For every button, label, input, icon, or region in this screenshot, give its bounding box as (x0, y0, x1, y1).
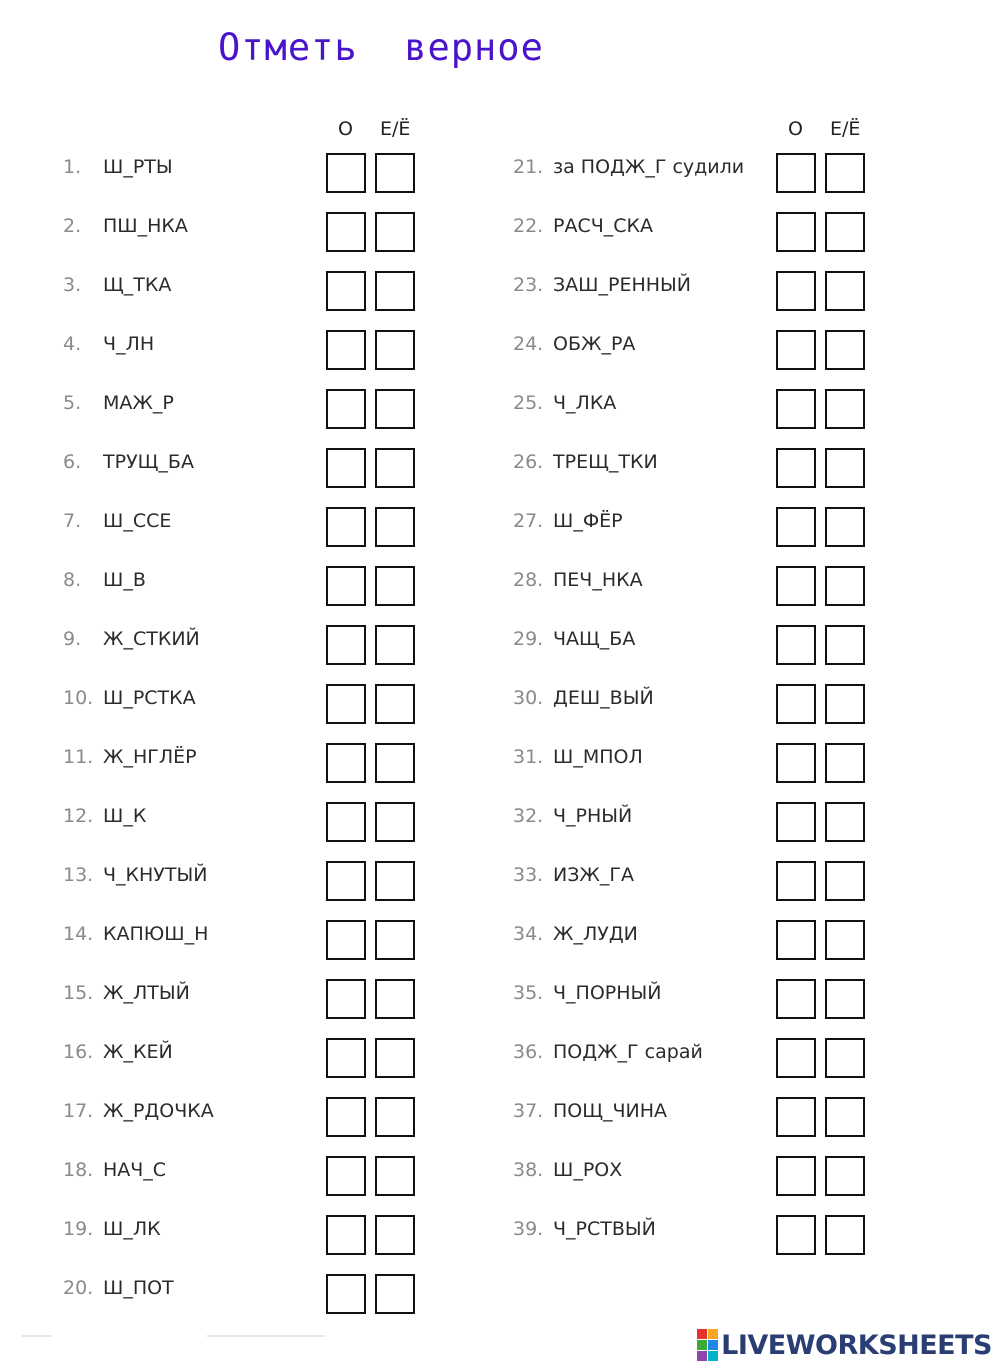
divider (207, 1335, 325, 1337)
list-item (0, 212, 440, 271)
item-number: 31. (513, 746, 544, 768)
checkbox-o[interactable] (326, 1097, 366, 1137)
item-number: 1. (63, 156, 82, 178)
list-item (0, 271, 440, 330)
item-number: 18. (63, 1159, 94, 1181)
list-item (450, 802, 890, 861)
item-number: 5. (63, 392, 82, 414)
checkbox-o[interactable] (326, 448, 366, 488)
item-number: 37. (513, 1100, 544, 1122)
item-number: 16. (63, 1041, 94, 1063)
list-item (0, 1156, 440, 1215)
list-item (0, 153, 440, 212)
item-word: Ш_В (103, 569, 146, 591)
item-number: 36. (513, 1041, 544, 1063)
checkbox-e[interactable] (825, 389, 865, 429)
checkbox-o[interactable] (776, 625, 816, 665)
header-o: О (788, 118, 803, 140)
item-word: ИЗЖ_ГА (553, 864, 634, 886)
item-number: 3. (63, 274, 82, 296)
list-item (450, 153, 890, 212)
item-number: 4. (63, 333, 82, 355)
item-number: 33. (513, 864, 544, 886)
checkbox-e[interactable] (825, 1215, 865, 1255)
checkbox-o[interactable] (326, 1274, 366, 1314)
item-number: 27. (513, 510, 544, 532)
checkbox-o[interactable] (326, 330, 366, 370)
checkbox-e[interactable] (825, 1097, 865, 1137)
list-item (450, 1156, 890, 1215)
list-item (450, 1097, 890, 1156)
header-e: Е/Ё (830, 118, 861, 140)
list-item (0, 330, 440, 389)
list-item (0, 861, 440, 920)
item-word: Ж_НГЛЁР (103, 746, 197, 768)
item-word: Ш_ЛК (103, 1218, 161, 1240)
item-word: Ж_РДОЧКА (103, 1100, 214, 1122)
item-word: РАСЧ_СКА (553, 215, 654, 237)
logo-tile (708, 1329, 718, 1339)
checkbox-o[interactable] (776, 330, 816, 370)
item-word: Ж_ЛТЫЙ (103, 982, 190, 1004)
header-e: Е/Ё (380, 118, 411, 140)
list-item (450, 566, 890, 625)
item-word: Ш_РСТКА (103, 687, 196, 709)
checkbox-e[interactable] (375, 507, 415, 547)
checkbox-o[interactable] (776, 920, 816, 960)
list-item (0, 920, 440, 979)
checkbox-o[interactable] (776, 153, 816, 193)
list-item (450, 271, 890, 330)
checkbox-o[interactable] (326, 507, 366, 547)
list-item (0, 1038, 440, 1097)
item-word: ПОЩ_ЧИНА (553, 1100, 668, 1122)
checkbox-o[interactable] (326, 979, 366, 1019)
item-word: Щ_ТКА (103, 274, 172, 296)
item-number: 23. (513, 274, 544, 296)
liveworksheets-logo (697, 1329, 992, 1361)
item-number: 28. (513, 569, 544, 591)
item-number: 6. (63, 451, 82, 473)
item-word: Ж_ЛУДИ (553, 923, 638, 945)
checkbox-e[interactable] (825, 271, 865, 311)
item-word: ТРУЩ_БА (103, 451, 194, 473)
list-item (450, 1038, 890, 1097)
checkbox-o[interactable] (326, 861, 366, 901)
checkbox-o[interactable] (776, 271, 816, 311)
item-number: 13. (63, 864, 94, 886)
item-word: Ш_ПОТ (103, 1277, 174, 1299)
item-word: Ж_СТКИЙ (103, 628, 200, 650)
checkbox-o[interactable] (776, 212, 816, 252)
list-item (0, 1274, 440, 1333)
item-number: 21. (513, 156, 544, 178)
checkbox-o[interactable] (776, 1038, 816, 1078)
item-number: 38. (513, 1159, 544, 1181)
item-number: 22. (513, 215, 544, 237)
logo-tile (697, 1351, 707, 1361)
checkbox-o[interactable] (326, 684, 366, 724)
checkbox-o[interactable] (776, 684, 816, 724)
item-number: 26. (513, 451, 544, 473)
list-item (450, 212, 890, 271)
checkbox-e[interactable] (375, 1215, 415, 1255)
checkbox-e[interactable] (375, 743, 415, 783)
checkbox-e[interactable] (825, 743, 865, 783)
item-word: КАПЮШ_Н (103, 923, 209, 945)
item-word: Ч_ПОРНЫЙ (553, 982, 662, 1004)
list-item (450, 920, 890, 979)
list-item (450, 507, 890, 566)
checkbox-o[interactable] (776, 507, 816, 547)
list-item (0, 684, 440, 743)
item-word: ТРЕЩ_ТКИ (553, 451, 658, 473)
item-number: 39. (513, 1218, 544, 1240)
item-word: Ж_КЕЙ (103, 1041, 173, 1063)
list-item (450, 979, 890, 1038)
checkbox-e[interactable] (375, 271, 415, 311)
checkbox-e[interactable] (375, 861, 415, 901)
item-word: Ш_РТЫ (103, 156, 173, 178)
checkbox-o[interactable] (326, 1038, 366, 1078)
checkbox-o[interactable] (776, 1097, 816, 1137)
checkbox-e[interactable] (825, 979, 865, 1019)
item-word: Ш_К (103, 805, 147, 827)
item-word: ЧАЩ_БА (553, 628, 636, 650)
page-title: Отметь верное (218, 26, 544, 69)
logo-tile (697, 1329, 707, 1339)
checkbox-e[interactable] (825, 153, 865, 193)
checkbox-o[interactable] (776, 743, 816, 783)
checkbox-o[interactable] (326, 212, 366, 252)
checkbox-e[interactable] (375, 625, 415, 665)
list-item (0, 566, 440, 625)
item-number: 10. (63, 687, 94, 709)
item-number: 30. (513, 687, 544, 709)
checkbox-o[interactable] (326, 271, 366, 311)
item-word: ПЕЧ_НКА (553, 569, 643, 591)
item-number: 20. (63, 1277, 94, 1299)
list-item (0, 743, 440, 802)
item-word: НАЧ_С (103, 1159, 167, 1181)
item-number: 29. (513, 628, 544, 650)
liveworksheets-logo-icon (697, 1329, 718, 1361)
checkbox-e[interactable] (375, 920, 415, 960)
checkbox-e[interactable] (825, 625, 865, 665)
list-item (0, 979, 440, 1038)
item-word: Ч_ЛКА (553, 392, 617, 414)
item-word: Ч_ЛН (103, 333, 155, 355)
checkbox-o[interactable] (776, 1156, 816, 1196)
item-number: 11. (63, 746, 94, 768)
checkbox-e[interactable] (825, 507, 865, 547)
item-word: за ПОДЖ_Г судили (553, 156, 745, 178)
item-number: 24. (513, 333, 544, 355)
checkbox-e[interactable] (825, 1038, 865, 1078)
checkbox-e[interactable] (375, 330, 415, 370)
checkbox-e[interactable] (375, 979, 415, 1019)
checkbox-e[interactable] (825, 566, 865, 606)
list-item (450, 861, 890, 920)
checkbox-e[interactable] (375, 802, 415, 842)
item-number: 9. (63, 628, 82, 650)
item-word: ОБЖ_РА (553, 333, 636, 355)
list-item (0, 625, 440, 684)
checkbox-o[interactable] (776, 448, 816, 488)
list-item (450, 448, 890, 507)
checkbox-e[interactable] (375, 1038, 415, 1078)
item-number: 19. (63, 1218, 94, 1240)
checkbox-o[interactable] (326, 153, 366, 193)
list-item (0, 802, 440, 861)
checkbox-o[interactable] (326, 743, 366, 783)
checkbox-e[interactable] (375, 1274, 415, 1314)
checkbox-o[interactable] (326, 1215, 366, 1255)
checkbox-o[interactable] (776, 979, 816, 1019)
item-word: Ч_КНУТЫЙ (103, 864, 208, 886)
checkbox-e[interactable] (375, 1156, 415, 1196)
logo-text: LIVEWORKSHEETS (721, 1329, 992, 1361)
checkbox-e[interactable] (825, 1156, 865, 1196)
divider (22, 1335, 52, 1337)
logo-tile (708, 1351, 718, 1361)
checkbox-o[interactable] (326, 802, 366, 842)
list-item (450, 684, 890, 743)
item-word: ПОДЖ_Г сарай (553, 1041, 703, 1063)
item-word: ПШ_НКА (103, 215, 188, 237)
item-word: Ч_РСТВЫЙ (553, 1218, 656, 1240)
logo-tile (697, 1340, 707, 1350)
item-number: 32. (513, 805, 544, 827)
list-item (0, 507, 440, 566)
checkbox-o[interactable] (326, 920, 366, 960)
checkbox-e[interactable] (825, 684, 865, 724)
list-item (450, 1215, 890, 1274)
item-number: 2. (63, 215, 82, 237)
checkbox-o[interactable] (776, 802, 816, 842)
list-item (450, 743, 890, 802)
checkbox-e[interactable] (375, 153, 415, 193)
list-item (0, 448, 440, 507)
checkbox-e[interactable] (825, 802, 865, 842)
list-item (450, 389, 890, 448)
list-item (450, 330, 890, 389)
checkbox-e[interactable] (825, 330, 865, 370)
item-number: 34. (513, 923, 544, 945)
checkbox-o[interactable] (776, 1215, 816, 1255)
item-number: 25. (513, 392, 544, 414)
item-word: Ш_МПОЛ (553, 746, 643, 768)
item-word: ДЕШ_ВЫЙ (553, 687, 654, 709)
item-number: 17. (63, 1100, 94, 1122)
list-item (0, 1215, 440, 1274)
item-word: Ш_ФЁР (553, 510, 623, 532)
logo-tile (708, 1340, 718, 1350)
item-number: 15. (63, 982, 94, 1004)
item-word: ЗАШ_РЕННЫЙ (553, 274, 692, 296)
checkbox-e[interactable] (375, 566, 415, 606)
list-item (0, 389, 440, 448)
item-number: 14. (63, 923, 94, 945)
checkbox-e[interactable] (375, 448, 415, 488)
item-word: МАЖ_Р (103, 392, 174, 414)
checkbox-e[interactable] (375, 212, 415, 252)
list-item (450, 625, 890, 684)
checkbox-e[interactable] (825, 861, 865, 901)
checkbox-e[interactable] (825, 920, 865, 960)
checkbox-e[interactable] (825, 212, 865, 252)
list-item (0, 1097, 440, 1156)
checkbox-o[interactable] (326, 625, 366, 665)
item-word: Ш_ССЕ (103, 510, 172, 532)
checkbox-o[interactable] (776, 861, 816, 901)
checkbox-e[interactable] (375, 389, 415, 429)
item-number: 12. (63, 805, 94, 827)
item-number: 7. (63, 510, 82, 532)
item-number: 8. (63, 569, 82, 591)
checkbox-e[interactable] (375, 1097, 415, 1137)
checkbox-e[interactable] (825, 448, 865, 488)
checkbox-o[interactable] (326, 1156, 366, 1196)
item-word: Ш_РОХ (553, 1159, 623, 1181)
checkbox-o[interactable] (326, 566, 366, 606)
checkbox-e[interactable] (375, 684, 415, 724)
checkbox-o[interactable] (326, 389, 366, 429)
item-number: 35. (513, 982, 544, 1004)
checkbox-o[interactable] (776, 566, 816, 606)
checkbox-o[interactable] (776, 389, 816, 429)
header-o: О (338, 118, 353, 140)
item-word: Ч_РНЫЙ (553, 805, 633, 827)
